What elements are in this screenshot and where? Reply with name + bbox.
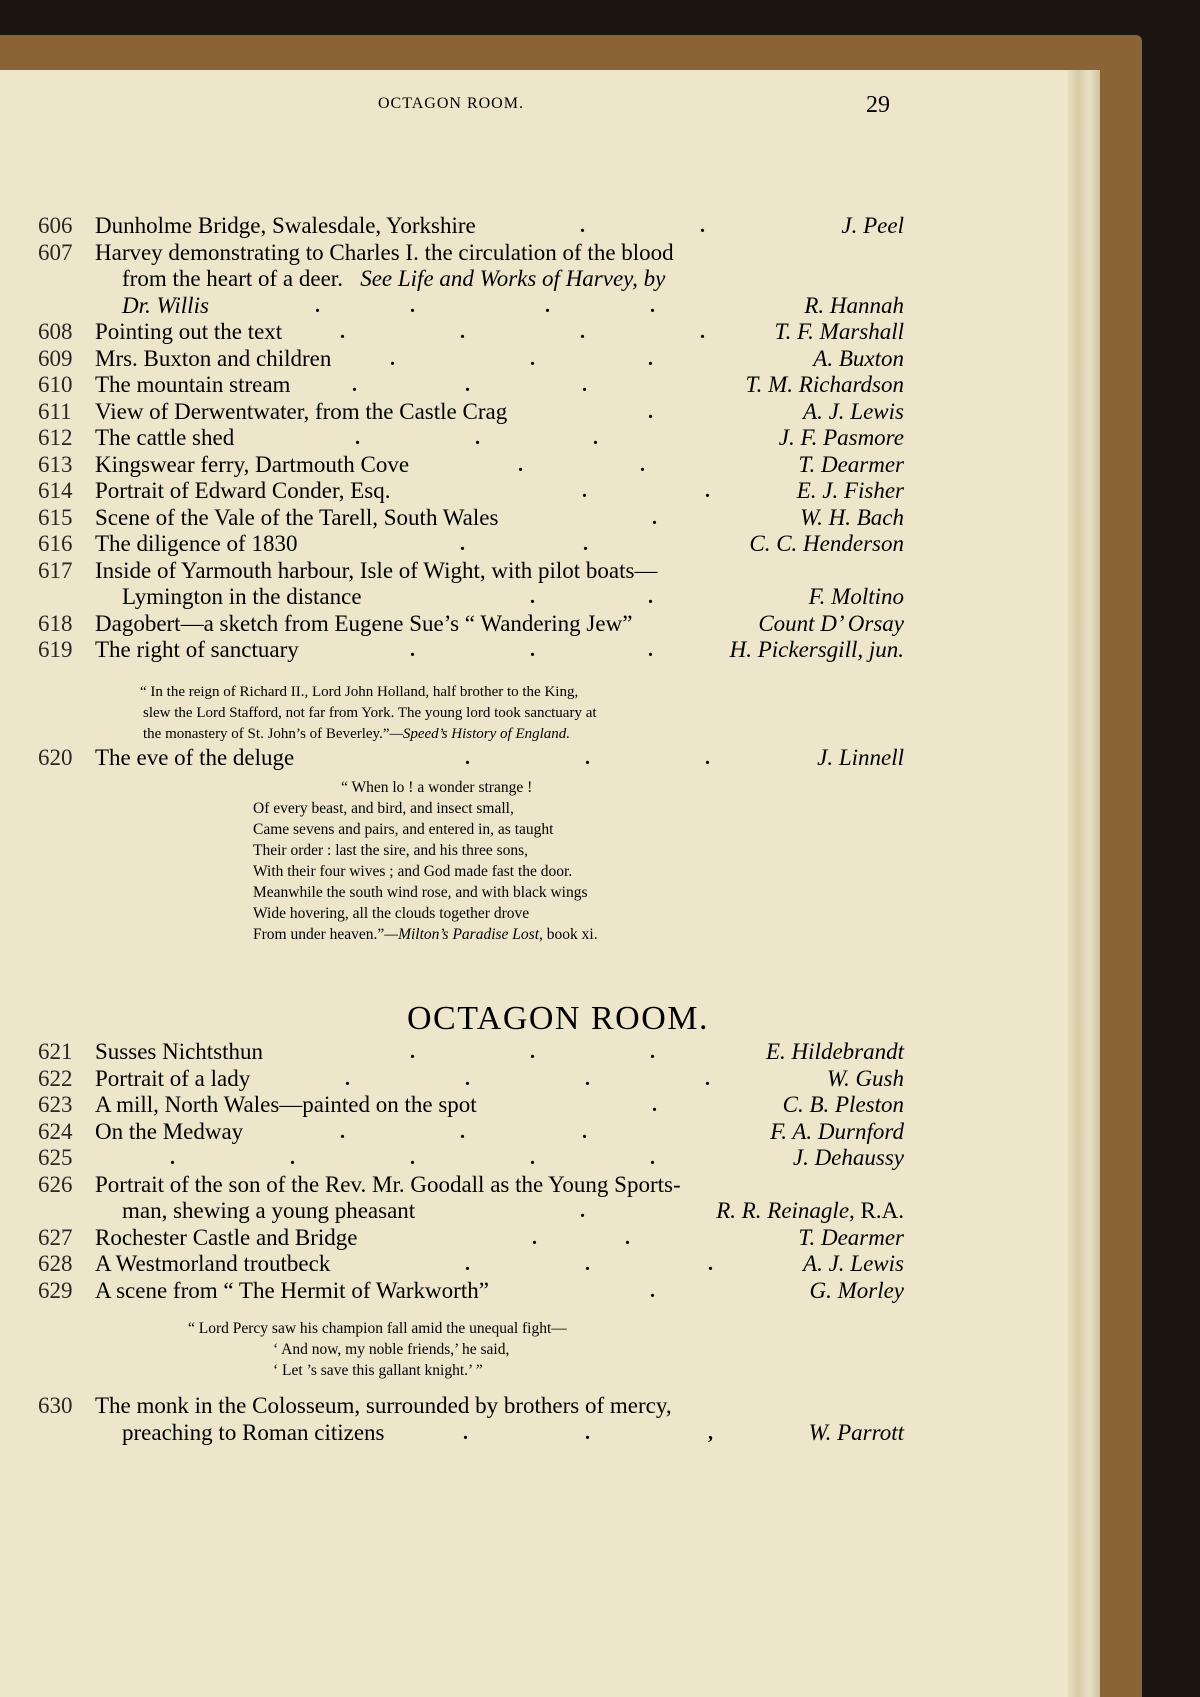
quote-source: —Speed’s History of England. xyxy=(389,726,571,742)
running-title: OCTAGON ROOM. xyxy=(378,95,524,112)
catalogue-list-a xyxy=(0,213,1100,664)
catalogue-entry: 611 View of Derwentwater, from the Castle Crag . A. J. Lewis xyxy=(38,398,904,424)
catalogue-entry: 621 Susses Nichtsthun . . . E. Hildebrandt xyxy=(38,1039,904,1064)
entry-number: 628 xyxy=(38,1251,73,1276)
entry-number: 626 xyxy=(38,1171,73,1197)
entry-title: Portrait of Edward Conder, Esq. xyxy=(95,478,391,503)
entry-reference: See Life and Works of Harvey, by xyxy=(360,266,666,291)
entry-title: The right of sanctuary xyxy=(95,637,299,662)
catalogue-list-620 xyxy=(0,745,1100,772)
quote-line: the monastery of St. John’s of Beverley.”—Speed’s History of England. xyxy=(143,726,571,742)
entry-number: 608 xyxy=(38,319,73,344)
catalogue-entry xyxy=(0,240,1100,267)
entry-title: View of Derwentwater, from the Castle Crag xyxy=(95,398,508,424)
entry-artist: T. Dearmer xyxy=(798,1224,904,1250)
entry-artist: F. A. Durnford xyxy=(770,1118,904,1144)
entry-title: The cattle shed xyxy=(95,425,235,450)
quote-line: Came sevens and pairs, and entered in, as taught xyxy=(253,821,554,838)
entry-title: Harvey demonstrating to Charles I. the circulation of the blood xyxy=(95,239,674,265)
entry-title: Lymington in the distance xyxy=(122,584,362,609)
quote-line: Meanwhile the south wind rose, and with black wings xyxy=(253,884,588,901)
quote-line: “ Lord Percy saw his champion fall amid the unequal fight— xyxy=(188,1320,567,1337)
entry-artist: F. Moltino xyxy=(808,584,904,609)
entry-number: 616 xyxy=(38,531,73,556)
entry-number: 627 xyxy=(38,1224,73,1250)
entry-artist: R. Hannah xyxy=(804,292,904,318)
catalogue-entry: 616 The diligence of 1830 . . C. C. Henderson xyxy=(38,531,904,556)
catalogue-entry-continuation: Dr. Willis . . . . R. Hannah xyxy=(122,292,904,318)
catalogue-entry: 620 The eve of the deluge . . . J. Linnell xyxy=(38,745,904,770)
entry-artist: G. Morley xyxy=(809,1277,904,1303)
catalogue-entry: 612 The cattle shed . . . J. F. Pasmore xyxy=(38,425,904,450)
entry-number: 611 xyxy=(38,398,72,424)
entry-number: 612 xyxy=(38,425,73,450)
entry-artist: Count D’ Orsay xyxy=(758,610,904,636)
entry-artist: W. Parrott xyxy=(808,1419,904,1445)
entry-title: Rochester Castle and Bridge xyxy=(95,1224,358,1250)
catalogue-entry-continuation: preaching to Roman citizens . . , W. Parrott xyxy=(122,1419,904,1445)
entry-title: Portrait of the son of the Rev. Mr. Goodall as the Young Sports- xyxy=(95,1171,681,1197)
quote-619 xyxy=(140,678,1040,751)
entry-artist: R. R. Reinagle, R.A. xyxy=(716,1198,904,1223)
catalogue-entry xyxy=(0,1172,1100,1199)
entry-number: 625 xyxy=(38,1145,73,1170)
entry-number: 609 xyxy=(38,345,73,371)
quote-source: —Milton’s Paradise Lost, xyxy=(384,926,543,943)
quote-line: From under heaven.”—Milton’s Paradise Lost, book xi. xyxy=(253,926,598,943)
entry-number: 613 xyxy=(38,451,73,477)
entry-artist: C. C. Henderson xyxy=(749,531,904,556)
catalogue-entry: 610 The mountain stream . . . T. M. Richardson xyxy=(38,372,904,397)
quote-line: ‘ Let ’s save this gallant knight.’ ” xyxy=(273,1362,483,1379)
catalogue-entry xyxy=(0,558,1100,585)
page-number: 29 xyxy=(866,92,890,118)
catalogue-list-630 xyxy=(0,1393,1100,1446)
entry-artist: T. F. Marshall xyxy=(774,319,904,344)
running-head xyxy=(0,92,1100,124)
entry-artist: A. J. Lewis xyxy=(803,398,904,424)
entry-number: 615 xyxy=(38,504,73,530)
entry-number: 610 xyxy=(38,372,73,397)
entry-artist: A. J. Lewis xyxy=(803,1251,904,1276)
entry-artist: E. J. Fisher xyxy=(796,478,904,503)
entry-artist: T. Dearmer xyxy=(798,451,904,477)
catalogue-entry-continuation xyxy=(0,266,1100,293)
entry-artist: W. Gush xyxy=(826,1065,904,1091)
catalogue-entry: 614 Portrait of Edward Conder, Esq. . . E. J. Fisher xyxy=(38,478,904,503)
entry-artist: H. Pickersgill, jun. xyxy=(729,637,904,662)
catalogue-entry: 625 . . . . . J. Dehaussy xyxy=(38,1145,904,1170)
catalogue-list-b xyxy=(0,1039,1100,1304)
entry-title: A Westmorland troutbeck xyxy=(95,1251,331,1276)
quote-620 xyxy=(253,773,953,951)
catalogue-entry: 628 A Westmorland troutbeck . . . A. J. Lewis xyxy=(38,1251,904,1276)
entry-title: The monk in the Colosseum, surrounded by brothers of mercy, xyxy=(95,1393,672,1418)
entry-title: Dunholme Bridge, Swalesdale, Yorkshire xyxy=(95,213,476,238)
entry-number: 620 xyxy=(38,745,73,770)
entry-number: 622 xyxy=(38,1065,73,1091)
catalogue-entry: 627 Rochester Castle and Bridge . . T. Dearmer xyxy=(38,1224,904,1250)
entry-title: Inside of Yarmouth harbour, Isle of Wight, with pilot boats— xyxy=(95,557,658,583)
catalogue-entry: 619 The right of sanctuary . . . H. Pickersgill, jun. xyxy=(38,637,904,662)
catalogue-entry: 629 A scene from “ The Hermit of Warkworth” . G. Morley xyxy=(38,1277,904,1303)
entry-artist: C. B. Pleston xyxy=(782,1092,904,1117)
entry-title: Mrs. Buxton and children xyxy=(95,345,332,371)
entry-title: The mountain stream xyxy=(95,372,291,397)
catalogue-entry: 606 Dunholme Bridge, Swalesdale, Yorkshire . . J. Peel xyxy=(38,213,904,238)
entry-title: The eve of the deluge xyxy=(95,745,295,770)
entry-number: 621 xyxy=(38,1039,73,1064)
quote-line: “ In the reign of Richard II., Lord John Holland, half brother to the King, xyxy=(140,684,579,700)
entry-number: 606 xyxy=(38,213,73,238)
entry-artist: J. Dehaussy xyxy=(792,1145,904,1170)
entry-title: from the heart of a deer. See Life and Works of Harvey, by xyxy=(122,266,666,291)
entry-title: A mill, North Wales—painted on the spot xyxy=(95,1092,477,1117)
entry-number: 629 xyxy=(38,1277,73,1303)
quote-line: Wide hovering, all the clouds together drove xyxy=(253,905,530,922)
entry-number: 617 xyxy=(38,557,73,583)
entry-title: Scene of the Vale of the Tarell, South Wales xyxy=(95,504,499,530)
entry-title: Pointing out the text xyxy=(95,319,283,344)
entry-number: 624 xyxy=(38,1118,73,1144)
entry-title: The diligence of 1830 xyxy=(95,531,298,556)
catalogue-entry: 622 Portrait of a lady . . . . W. Gush xyxy=(38,1065,904,1091)
catalogue-entry: 609 Mrs. Buxton and children . . . A. Buxton xyxy=(38,345,904,371)
catalogue-entry: 608 Pointing out the text . . . . T. F. Marshall xyxy=(38,319,904,344)
entry-number: 607 xyxy=(38,239,73,265)
entry-artist: E. Hildebrandt xyxy=(766,1039,904,1064)
entry-title: Dagobert—a sketch from Eugene Sue’s “ Wandering Jew” xyxy=(95,610,633,636)
entry-title: Kingswear ferry, Dartmouth Cove xyxy=(95,451,410,477)
catalogue-entry-continuation: man, shewing a young pheasant . R. R. Reinagle, R.A. xyxy=(122,1198,904,1223)
catalogue-entry xyxy=(0,611,1100,638)
catalogue-entry: 615 Scene of the Vale of the Tarell, South Wales . W. H. Bach xyxy=(38,504,904,530)
entry-number: 618 xyxy=(38,610,73,636)
quote-line: With their four wives ; and God made fast the door. xyxy=(253,863,573,880)
entry-artist: A. Buxton xyxy=(813,345,904,371)
catalogue-entry: 613 Kingswear ferry, Dartmouth Cove . . T. Dearmer xyxy=(38,451,904,477)
section-title: OCTAGON ROOM. xyxy=(406,1000,709,1037)
entry-artist: T. M. Richardson xyxy=(745,372,904,397)
entry-title: preaching to Roman citizens xyxy=(122,1419,385,1445)
catalogue-entry: 624 On the Medway . . . F. A. Durnford xyxy=(38,1118,904,1144)
entry-artist: J. F. Pasmore xyxy=(778,425,904,450)
quote-line: Of every beast, and bird, and insect small, xyxy=(253,800,514,817)
entry-title: man, shewing a young pheasant xyxy=(122,1198,416,1223)
entry-title: Susses Nichtsthun xyxy=(95,1039,264,1064)
quote-line: “ When lo ! a wonder strange ! xyxy=(341,779,533,796)
entry-title: Dr. Willis xyxy=(122,292,209,318)
catalogue-entry xyxy=(0,1393,1100,1420)
entry-artist: J. Peel xyxy=(841,213,904,238)
quote-629 xyxy=(188,1314,888,1387)
entry-artist: J. Linnell xyxy=(817,745,904,770)
entry-title: On the Medway xyxy=(95,1118,244,1144)
entry-title: Portrait of a lady xyxy=(95,1065,251,1091)
catalogue-entry-continuation: Lymington in the distance . . F. Moltino xyxy=(122,584,904,609)
quote-line: Their order : last the sire, and his three sons, xyxy=(253,842,529,859)
entry-number: 623 xyxy=(38,1092,73,1117)
catalogue-entry: 623 A mill, North Wales—painted on the spot . C. B. Pleston xyxy=(38,1092,904,1117)
entry-number: 630 xyxy=(38,1393,73,1418)
entry-number: 619 xyxy=(38,637,73,662)
quote-line: slew the Lord Stafford, not far from York. The young lord took sanctuary at xyxy=(143,705,597,721)
entry-title: A scene from “ The Hermit of Warkworth” xyxy=(95,1277,489,1303)
quote-line: ‘ And now, my noble friends,’ he said, xyxy=(273,1341,510,1358)
entry-number: 614 xyxy=(38,478,73,503)
entry-artist: W. H. Bach xyxy=(800,504,904,530)
